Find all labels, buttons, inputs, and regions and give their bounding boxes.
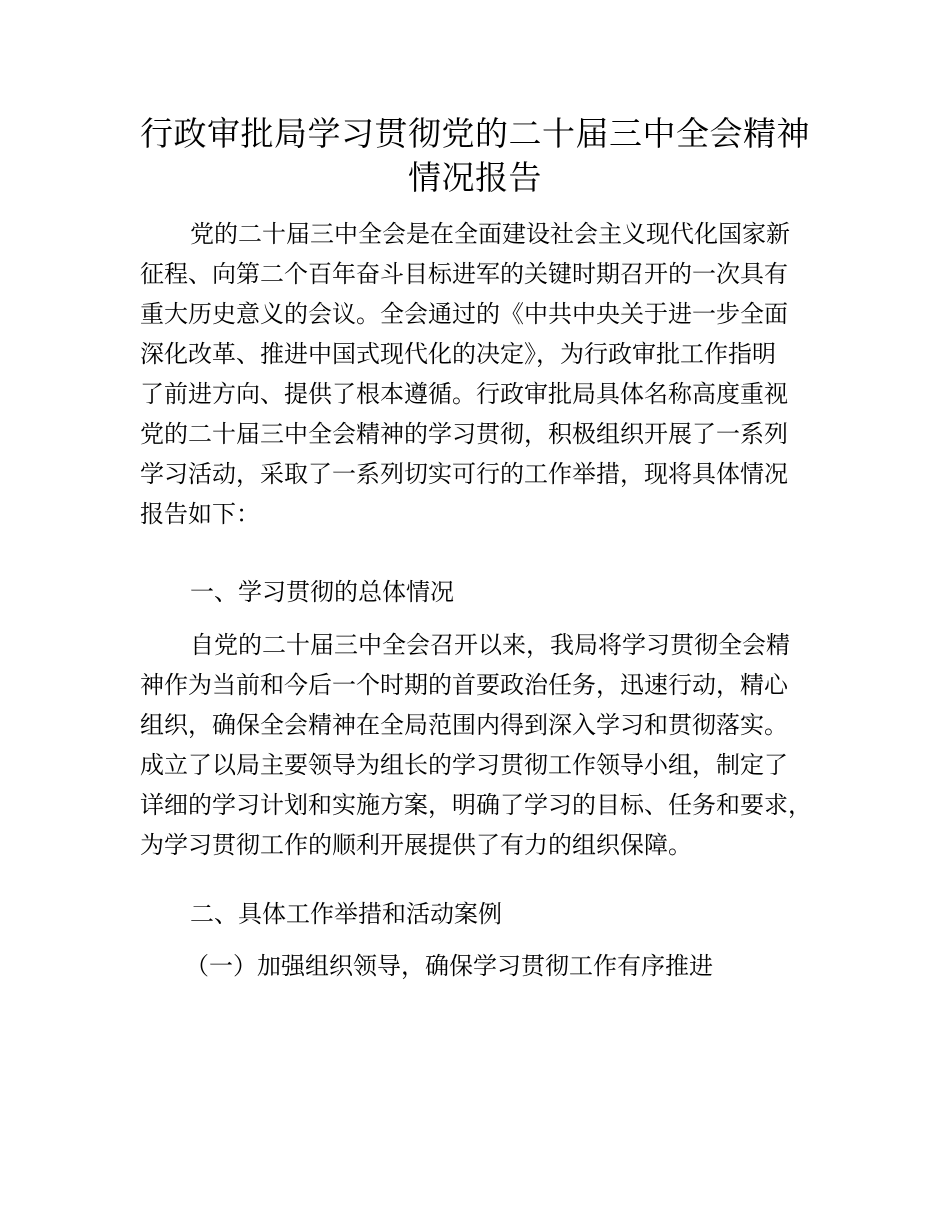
paragraph-line: 神作为当前和今后一个时期的首要政治任务，迅速行动，精心 — [140, 671, 788, 699]
paragraph-line: 学习活动，采取了一系列切实可行的工作举措，现将具体情况 — [140, 460, 788, 488]
paragraph-line: 自党的二十届三中全会召开以来，我局将学习贯彻全会精 — [190, 631, 790, 659]
paragraph-line: 党的二十届三中全会精神的学习贯彻，积极组织开展了一系列 — [140, 420, 788, 448]
document-title-line-2: 情况报告 — [408, 158, 542, 197]
section-heading-2: 二、具体工作举措和活动案例 — [190, 900, 502, 928]
subsection-heading-1: （一）加强组织领导，确保学习贯彻工作有序推进 — [185, 952, 713, 980]
paragraph-line: 详细的学习计划和实施方案，明确了学习的目标、任务和要求， — [140, 791, 812, 819]
paragraph-line: 重大历史意义的会议。全会通过的《中共中央关于进一步全面 — [140, 300, 788, 328]
paragraph-line: 征程、向第二个百年奋斗目标进军的关键时期召开的一次具有 — [140, 260, 788, 288]
intro-paragraph — [140, 214, 830, 534]
paragraph-line: 成立了以局主要领导为组长的学习贯彻工作领导小组，制定了 — [140, 751, 788, 779]
paragraph-line: 党的二十届三中全会是在全面建设社会主义现代化国家新 — [190, 220, 790, 248]
paragraph-line: 组织，确保全会精神在全局范围内得到深入学习和贯彻落实。 — [140, 711, 788, 739]
paragraph-line: 报告如下： — [140, 500, 260, 528]
paragraph-line: 深化改革、推进中国式现代化的决定》，为行政审批工作指明 — [140, 340, 776, 368]
overview-paragraph — [140, 625, 830, 865]
section-heading-1: 一、学习贯彻的总体情况 — [190, 578, 454, 606]
paragraph-line: 为学习贯彻工作的顺利开展提供了有力的组织保障。 — [140, 831, 692, 859]
document-title-line-1: 行政审批局学习贯彻党的二十届三中全会精神 — [140, 114, 810, 153]
paragraph-line: 了前进方向、提供了根本遵循。行政审批局具体名称高度重视 — [140, 380, 788, 408]
